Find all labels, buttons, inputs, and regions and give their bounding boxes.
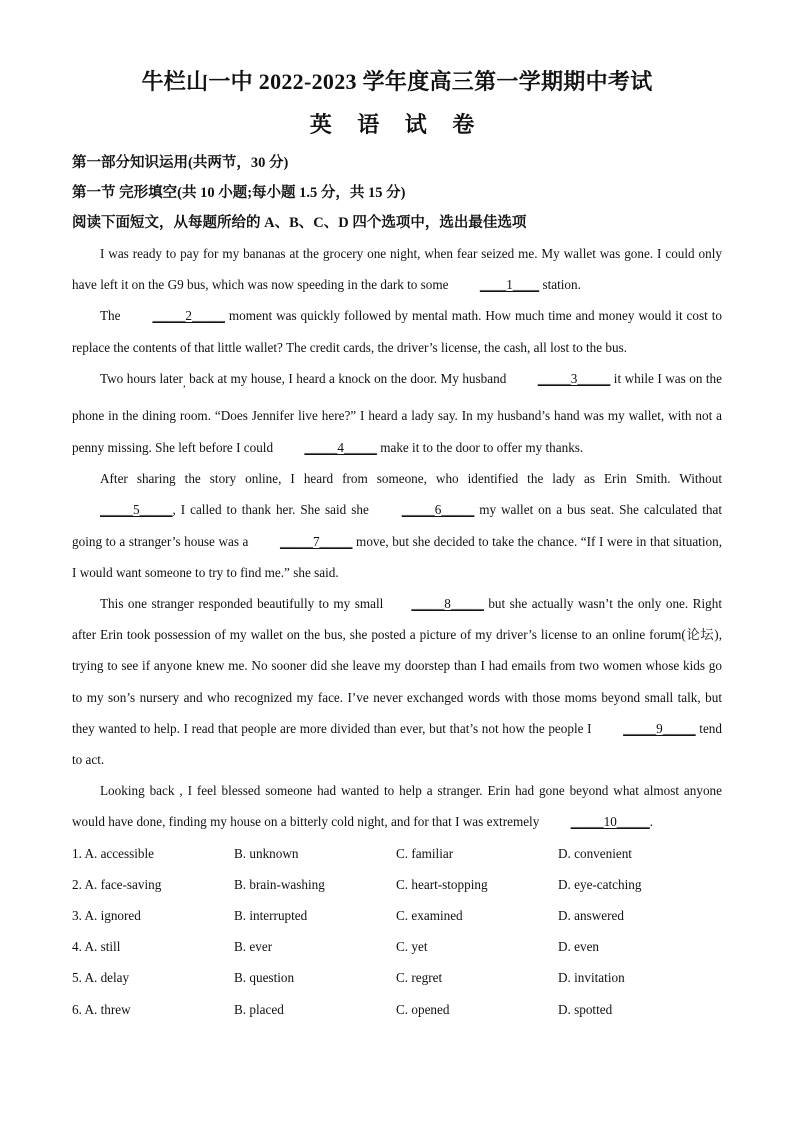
stray-comma: , <box>182 377 186 390</box>
paragraph-text: make it to the door to offer my thanks. <box>376 439 584 455</box>
paragraph-text: Looking back , I feel blessed someone had wanted to help a stranger. Erin had gone beyond what almost anyone would have done, finding my house on a bitterly cold night, and for that I was extremely <box>72 783 722 830</box>
option-d: D. invitation <box>558 970 625 986</box>
part-heading: 第一部分知识运用(共两节，30 分) <box>72 155 289 171</box>
paragraph-1 <box>72 238 722 300</box>
paragraph-text: , I called to thank her. She said she <box>172 502 374 518</box>
paragraph-3 <box>72 363 722 463</box>
exam-title: 牛栏山一中 2022-2023 学年度高三第一学期期中考试 <box>141 69 653 94</box>
option-a: 5. A. delay <box>72 970 130 986</box>
option-d: D. answered <box>558 908 624 924</box>
option-c: C. examined <box>396 908 463 924</box>
option-c: C. yet <box>396 939 428 955</box>
blank-9: _____9_____ <box>623 720 696 736</box>
option-b: B. question <box>234 970 295 986</box>
paragraph-text: it while I was on the phone in the dining room. “Does Jennifer live here?” I heard a lady say. In my husband’s hand was my wallet, with not a penny missing. She left before I could <box>72 370 723 455</box>
option-a: 4. A. still <box>72 939 121 955</box>
option-d: D. spotted <box>558 1001 613 1017</box>
blank-2: _____2_____ <box>152 308 225 324</box>
blank-8: _____8_____ <box>411 596 484 612</box>
paragraph-4 <box>72 463 722 588</box>
option-row <box>72 900 722 931</box>
option-c: C. heart-stopping <box>396 876 488 892</box>
option-b: B. unknown <box>234 845 299 861</box>
exam-page <box>72 64 722 1025</box>
option-a: 6. A. threw <box>72 1001 131 1017</box>
paragraph-text: move, but she decided to take the chance. “If I were in that situation, I would want someone to try to find me.” she said. <box>72 533 722 580</box>
option-row <box>72 962 722 993</box>
paragraph-text: . <box>649 814 654 830</box>
blank-5: _____5_____ <box>100 502 173 518</box>
option-a: 2. A. face-saving <box>72 876 162 892</box>
option-c: C. familiar <box>396 845 454 861</box>
paragraph-text: station. <box>539 277 581 293</box>
section-heading: 第一节 完形填空(共 10 小题;每小题 1.5 分，共 15 分) <box>72 185 406 201</box>
option-c: C. regret <box>396 970 443 986</box>
option-b: B. brain-washing <box>234 876 325 892</box>
paragraph-text: my wallet on a bus seat. She calculated that going to a stranger’s house was a <box>72 502 722 549</box>
option-c: C. opened <box>396 1001 450 1017</box>
blank-7: _____7_____ <box>279 533 353 549</box>
option-row <box>72 838 722 869</box>
paragraph-text: moment was quickly followed by mental math. How much time and money would it cost to replace the contents of that little wallet? The credit cards, the driver’s license, the cash, all lost to the bus. <box>72 308 722 355</box>
passage <box>72 238 722 838</box>
option-d: D. even <box>558 939 600 955</box>
option-d: D. eye-catching <box>558 876 642 892</box>
paragraph-text: tend to act. <box>72 720 722 768</box>
blank-3: _____3_____ <box>537 370 611 386</box>
option-b: B. interrupted <box>234 908 308 924</box>
blank-4: _____4_____ <box>304 439 377 455</box>
paragraph-text: This one stranger responded beautifully to my small <box>100 596 384 612</box>
paragraph-text: The <box>100 308 125 324</box>
paragraph-text: but she actually wasn’t the only one. Right after Erin took possession of my wallet on the bus, she posted a picture of my driver’s license to an online forum(论坛), trying to see if anyone knew me. No sooner did she leave my doorstep than I had emails from two women whose kids go to my son’s nursery and who recognized my face. I’ve never exchanged words with those moms beyond small talk, but they wanted to help. I read that people are more divided than ever, but that’s not how the people I <box>72 596 722 736</box>
paragraph-text: I was ready to pay for my bananas at the grocery one night, when fear seized me. My wallet was gone. I could only have left it on the G9 bus, which was now speeding in the dark to some <box>72 246 722 293</box>
paragraph-text: After sharing the story online, I heard from someone, who identified the lady as Erin Smith. Without <box>100 471 722 487</box>
paragraph-6 <box>72 775 722 837</box>
option-a: 3. A. ignored <box>72 908 141 924</box>
option-row <box>72 869 722 900</box>
paragraph-text: back at my house, I heard a knock on the door. My husband <box>185 370 510 386</box>
instruction-text: 阅读下面短文，从每题所给的 A、B、C、D 四个选项中，选出最佳选项 <box>72 215 527 231</box>
option-row <box>72 931 722 962</box>
option-row <box>72 994 722 1025</box>
paragraph-5 <box>72 588 722 775</box>
paragraph-2 <box>72 300 722 362</box>
exam-subtitle: 英 语 试 卷 <box>309 112 485 137</box>
blank-10: _____10_____ <box>570 814 650 830</box>
option-d: D. convenient <box>558 845 632 861</box>
blank-1: ____1____ <box>479 277 540 293</box>
option-b: B. placed <box>234 1001 284 1017</box>
option-b: B. ever <box>234 939 273 955</box>
paragraph-text: Two hours later <box>100 370 183 386</box>
blank-6: _____6_____ <box>401 502 475 518</box>
answer-options <box>72 838 722 1025</box>
option-a: 1. A. accessible <box>72 845 155 861</box>
